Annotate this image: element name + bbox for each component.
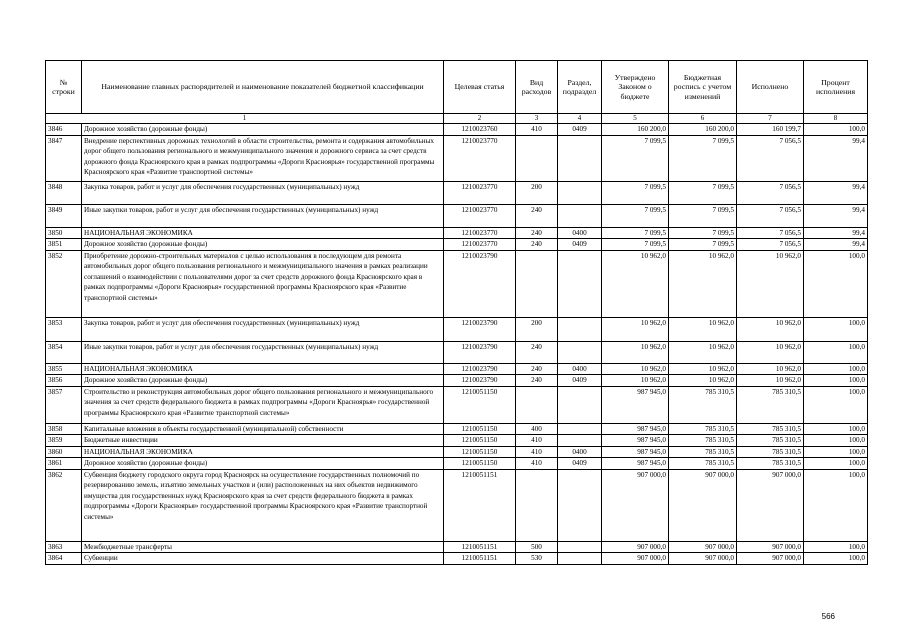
- row-name: Субвенции: [82, 553, 444, 565]
- table-row: [46, 375, 868, 387]
- column-number-row: [46, 114, 868, 124]
- row-exp-type: 240: [516, 204, 558, 227]
- table-row: [46, 250, 868, 317]
- table-row: [46, 553, 868, 565]
- header-row-no: № строки: [46, 61, 82, 114]
- row-executed: 160 199,7: [737, 124, 804, 136]
- row-executed: 10 962,0: [737, 317, 804, 341]
- header-schedule: Бюджетная роспись с учетом изменений: [669, 61, 737, 114]
- col-number: 3: [516, 114, 558, 124]
- row-percent: 100,0: [804, 446, 868, 458]
- row-number: 3860: [46, 446, 82, 458]
- row-section: [558, 317, 602, 341]
- row-number: 3852: [46, 250, 82, 317]
- row-executed: 10 962,0: [737, 341, 804, 363]
- row-target: 1210023790: [444, 317, 516, 341]
- row-exp-type: 400: [516, 423, 558, 435]
- row-target: 1210023770: [444, 239, 516, 251]
- row-section: [558, 341, 602, 363]
- table-row: [46, 227, 868, 239]
- row-section: [558, 250, 602, 317]
- table-row: [46, 423, 868, 435]
- row-executed: 785 310,5: [737, 458, 804, 470]
- row-executed: 907 000,0: [737, 541, 804, 553]
- row-executed: 7 056,5: [737, 135, 804, 181]
- row-exp-type: 240: [516, 375, 558, 387]
- row-section: 0400: [558, 363, 602, 375]
- col-number: 5: [602, 114, 669, 124]
- table-row: [46, 239, 868, 251]
- row-section: [558, 541, 602, 553]
- row-schedule: 10 962,0: [669, 375, 737, 387]
- col-number: 1: [46, 114, 444, 124]
- budget-table: [45, 60, 868, 565]
- col-number: 7: [737, 114, 804, 124]
- row-percent: 100,0: [804, 317, 868, 341]
- row-target: 1210023770: [444, 204, 516, 227]
- row-percent: 99,4: [804, 227, 868, 239]
- row-executed: 10 962,0: [737, 250, 804, 317]
- row-section: [558, 135, 602, 181]
- row-schedule: 10 962,0: [669, 341, 737, 363]
- row-target: 1210051150: [444, 423, 516, 435]
- row-number: 3849: [46, 204, 82, 227]
- row-number: 3853: [46, 317, 82, 341]
- row-executed: 7 056,5: [737, 181, 804, 204]
- row-number: 3850: [46, 227, 82, 239]
- row-name: Закупка товаров, работ и услуг для обеспечения государственных (муниципальных) нужд: [82, 181, 444, 204]
- row-approved: 987 945,0: [602, 386, 669, 423]
- header-section: Раздел, подраздел: [558, 61, 602, 114]
- row-number: 3863: [46, 541, 82, 553]
- row-approved: 907 000,0: [602, 541, 669, 553]
- row-number: 3847: [46, 135, 82, 181]
- row-exp-type: 410: [516, 435, 558, 447]
- row-exp-type: 530: [516, 553, 558, 565]
- row-percent: 100,0: [804, 250, 868, 317]
- row-target: 1210023770: [444, 135, 516, 181]
- table-body: [46, 124, 868, 565]
- row-target: 1210023790: [444, 250, 516, 317]
- header-approved: Утверждено Законом о бюджете: [602, 61, 669, 114]
- row-executed: 7 056,5: [737, 204, 804, 227]
- row-section: 0409: [558, 375, 602, 387]
- row-percent: 100,0: [804, 341, 868, 363]
- row-approved: 987 945,0: [602, 446, 669, 458]
- table-row: [46, 204, 868, 227]
- row-section: [558, 423, 602, 435]
- row-approved: 907 000,0: [602, 469, 669, 541]
- row-section: 0409: [558, 239, 602, 251]
- row-approved: 10 962,0: [602, 341, 669, 363]
- row-target: 1210051151: [444, 553, 516, 565]
- row-number: 3861: [46, 458, 82, 470]
- row-name: Строительство и реконструкция автомобильных дорог общего пользования регионального и межмуниципального значения за счет средств федерального бюджета в рамках подпрограммы «Дороги Красноярья» государственной программы Красноярского края «Развитие транспортной системы»: [82, 386, 444, 423]
- row-approved: 987 945,0: [602, 458, 669, 470]
- row-schedule: 7 099,5: [669, 181, 737, 204]
- row-executed: 785 310,5: [737, 435, 804, 447]
- row-section: 0400: [558, 227, 602, 239]
- row-name: Дорожное хозяйство (дорожные фонды): [82, 458, 444, 470]
- row-schedule: 7 099,5: [669, 204, 737, 227]
- row-approved: 907 000,0: [602, 553, 669, 565]
- row-target: 1210051150: [444, 446, 516, 458]
- row-executed: 7 056,5: [737, 239, 804, 251]
- row-target: 1210023760: [444, 124, 516, 136]
- row-section: [558, 181, 602, 204]
- header-percent: Процент исполнения: [804, 61, 868, 114]
- row-percent: 100,0: [804, 124, 868, 136]
- row-schedule: 907 000,0: [669, 541, 737, 553]
- header-executed: Исполнено: [737, 61, 804, 114]
- row-percent: 100,0: [804, 553, 868, 565]
- row-exp-type: 240: [516, 363, 558, 375]
- row-target: 1210023770: [444, 227, 516, 239]
- row-executed: 785 310,5: [737, 446, 804, 458]
- row-number: 3859: [46, 435, 82, 447]
- table-row: [46, 341, 868, 363]
- row-schedule: 7 099,5: [669, 135, 737, 181]
- row-executed: 10 962,0: [737, 375, 804, 387]
- row-executed: 907 000,0: [737, 469, 804, 541]
- table-row: [46, 458, 868, 470]
- row-section: [558, 469, 602, 541]
- table-row: [46, 363, 868, 375]
- row-percent: 100,0: [804, 386, 868, 423]
- row-schedule: 907 000,0: [669, 553, 737, 565]
- row-section: 0400: [558, 446, 602, 458]
- row-schedule: 10 962,0: [669, 250, 737, 317]
- row-executed: 907 000,0: [737, 553, 804, 565]
- row-number: 3864: [46, 553, 82, 565]
- row-schedule: 7 099,5: [669, 227, 737, 239]
- col-number: 6: [669, 114, 737, 124]
- row-approved: 160 200,0: [602, 124, 669, 136]
- row-approved: 7 099,5: [602, 227, 669, 239]
- row-name: Межбюджетные трансферты: [82, 541, 444, 553]
- row-approved: 10 962,0: [602, 317, 669, 341]
- row-section: [558, 204, 602, 227]
- row-target: 1210023790: [444, 341, 516, 363]
- row-number: 3854: [46, 341, 82, 363]
- row-target: 1210023770: [444, 181, 516, 204]
- row-name: Субвенция бюджету городского округа город Красноярск на осуществление государственных полномочий по резервированию земель, изъятию земельных участков и (или) расположенных на них объектов недвижимого имущества для государственных нужд Красноярского края за счет средств федерального бюджета в рамках подпрограммы «Дороги Красноярья» государственной программы Красноярского края «Развитие транспортной системы»: [82, 469, 444, 541]
- header-target: Целевая статья: [444, 61, 516, 114]
- table-row: [46, 541, 868, 553]
- col-number: 8: [804, 114, 868, 124]
- row-exp-type: 240: [516, 227, 558, 239]
- row-approved: 7 099,5: [602, 135, 669, 181]
- row-approved: 987 945,0: [602, 435, 669, 447]
- row-target: 1210051151: [444, 469, 516, 541]
- row-executed: 7 056,5: [737, 227, 804, 239]
- row-approved: 7 099,5: [602, 181, 669, 204]
- row-section: [558, 435, 602, 447]
- row-exp-type: 410: [516, 446, 558, 458]
- table-row: [46, 124, 868, 136]
- row-number: 3851: [46, 239, 82, 251]
- row-schedule: 160 200,0: [669, 124, 737, 136]
- row-name: НАЦИОНАЛЬНАЯ ЭКОНОМИКА: [82, 227, 444, 239]
- row-exp-type: 240: [516, 341, 558, 363]
- page-number: 566: [821, 612, 835, 621]
- row-target: 1210051150: [444, 458, 516, 470]
- row-approved: 10 962,0: [602, 250, 669, 317]
- table-row: [46, 181, 868, 204]
- row-name: НАЦИОНАЛЬНАЯ ЭКОНОМИКА: [82, 363, 444, 375]
- row-approved: 7 099,5: [602, 239, 669, 251]
- row-name: НАЦИОНАЛЬНАЯ ЭКОНОМИКА: [82, 446, 444, 458]
- row-percent: 100,0: [804, 469, 868, 541]
- row-schedule: 785 310,5: [669, 446, 737, 458]
- row-name: Дорожное хозяйство (дорожные фонды): [82, 124, 444, 136]
- row-executed: 785 310,5: [737, 423, 804, 435]
- row-percent: 100,0: [804, 375, 868, 387]
- table-row: [46, 469, 868, 541]
- row-percent: 99,4: [804, 204, 868, 227]
- row-exp-type: 410: [516, 124, 558, 136]
- col-number: 2: [444, 114, 516, 124]
- row-name: Иные закупки товаров, работ и услуг для обеспечения государственных (муниципальных) нужд: [82, 204, 444, 227]
- row-name: Иные закупки товаров, работ и услуг для обеспечения государственных (муниципальных) нужд: [82, 341, 444, 363]
- header-name: Наименование главных распорядителей и наименование показателей бюджетной классификации: [82, 61, 444, 114]
- row-percent: 100,0: [804, 423, 868, 435]
- row-number: 3862: [46, 469, 82, 541]
- row-section: 0409: [558, 458, 602, 470]
- row-number: 3857: [46, 386, 82, 423]
- row-schedule: 785 310,5: [669, 423, 737, 435]
- row-percent: 100,0: [804, 541, 868, 553]
- row-schedule: 7 099,5: [669, 239, 737, 251]
- row-exp-type: 410: [516, 458, 558, 470]
- row-approved: 10 962,0: [602, 363, 669, 375]
- row-target: 1210023790: [444, 375, 516, 387]
- row-number: 3846: [46, 124, 82, 136]
- table-row: [46, 135, 868, 181]
- row-name: Дорожное хозяйство (дорожные фонды): [82, 375, 444, 387]
- table-row: [46, 435, 868, 447]
- row-schedule: 907 000,0: [669, 469, 737, 541]
- row-section: 0409: [558, 124, 602, 136]
- row-exp-type: 500: [516, 541, 558, 553]
- row-exp-type: [516, 469, 558, 541]
- row-number: 3848: [46, 181, 82, 204]
- row-name: Приобретение дорожно-строительных материалов с целью использования в последующем для ремонта автомобильных дорог общего пользования регионального и межмуниципального значения в рамках реализации соглашений о взаимодействии с пользователями дорог за счет средств дорожного фонда Красноярского края в рамках подпрограммы «Дороги Красноярья» государственной программы Красноярского края «Развитие транспортной системы»: [82, 250, 444, 317]
- row-target: 1210023790: [444, 363, 516, 375]
- header-row: [46, 61, 868, 114]
- row-percent: 99,4: [804, 239, 868, 251]
- row-executed: 10 962,0: [737, 363, 804, 375]
- row-exp-type: [516, 386, 558, 423]
- row-target: 1210051150: [444, 435, 516, 447]
- row-exp-type: 200: [516, 317, 558, 341]
- row-schedule: 10 962,0: [669, 363, 737, 375]
- row-approved: 987 945,0: [602, 423, 669, 435]
- row-name: Бюджетные инвестиции: [82, 435, 444, 447]
- row-schedule: 785 310,5: [669, 458, 737, 470]
- row-number: 3858: [46, 423, 82, 435]
- row-target: 1210051151: [444, 541, 516, 553]
- row-exp-type: 200: [516, 181, 558, 204]
- table-row: [46, 386, 868, 423]
- col-number: 4: [558, 114, 602, 124]
- row-percent: 99,4: [804, 181, 868, 204]
- row-number: 3856: [46, 375, 82, 387]
- table-row: [46, 317, 868, 341]
- row-name: Внедрение перспективных дорожных технологий в области строительства, ремонта и содержания автомобильных дорог общего пользования регионального и межмуниципального значения и дорожного сервиса за счет средств дорожного фонда Красноярского края в рамках подпрограммы «Дороги Красноярья» государственной программы Красноярского края «Развитие транспортной системы»: [82, 135, 444, 181]
- row-approved: 7 099,5: [602, 204, 669, 227]
- row-exp-type: [516, 135, 558, 181]
- row-number: 3855: [46, 363, 82, 375]
- row-name: Закупка товаров, работ и услуг для обеспечения государственных (муниципальных) нужд: [82, 317, 444, 341]
- table-row: [46, 446, 868, 458]
- row-percent: 100,0: [804, 363, 868, 375]
- row-exp-type: [516, 250, 558, 317]
- row-executed: 785 310,5: [737, 386, 804, 423]
- row-name: Дорожное хозяйство (дорожные фонды): [82, 239, 444, 251]
- row-percent: 100,0: [804, 458, 868, 470]
- row-name: Капитальные вложения в объекты государственной (муниципальной) собственности: [82, 423, 444, 435]
- row-approved: 10 962,0: [602, 375, 669, 387]
- row-percent: 100,0: [804, 435, 868, 447]
- row-schedule: 785 310,5: [669, 435, 737, 447]
- row-section: [558, 553, 602, 565]
- row-schedule: 10 962,0: [669, 317, 737, 341]
- row-target: 1210051150: [444, 386, 516, 423]
- row-percent: 99,4: [804, 135, 868, 181]
- header-exp-type: Вид расходов: [516, 61, 558, 114]
- row-exp-type: 240: [516, 239, 558, 251]
- row-schedule: 785 310,5: [669, 386, 737, 423]
- row-section: [558, 386, 602, 423]
